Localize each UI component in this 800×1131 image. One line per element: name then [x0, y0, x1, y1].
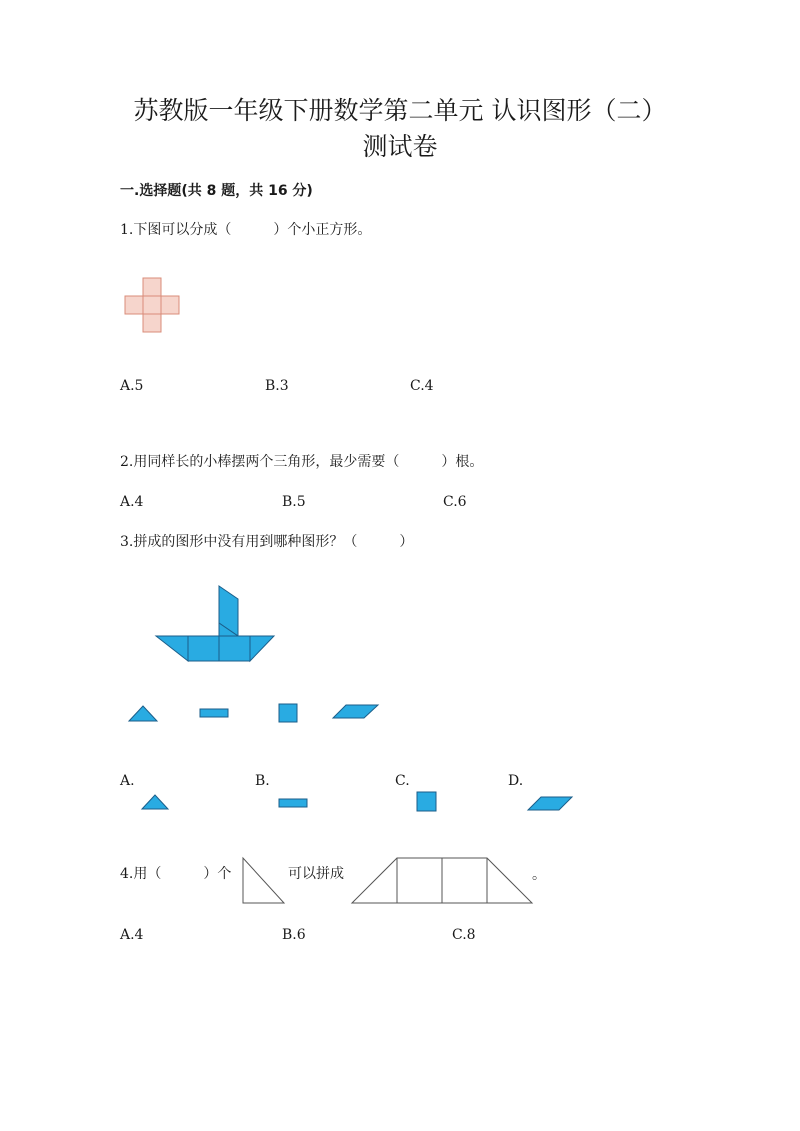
- question-1-figure-cross: [124, 277, 180, 333]
- question-2-option-b[interactable]: B.5: [282, 494, 306, 510]
- question-4-option-c[interactable]: C.8: [452, 927, 476, 943]
- question-2-option-a[interactable]: A.4: [120, 494, 144, 510]
- question-3-option-d[interactable]: D.: [508, 773, 524, 789]
- option-b-rectangle-icon: [277, 796, 309, 810]
- question-4-text-middle: 可以拼成: [288, 866, 344, 882]
- option-c-square-icon: [415, 790, 439, 814]
- question-3-text: 3.拼成的图形中没有用到哪种图形？（ ）: [120, 534, 414, 550]
- question-2-text: 2.用同样长的小棒摆两个三角形，最少需要（ ）根。: [120, 454, 484, 470]
- question-3-option-a[interactable]: A.: [120, 773, 135, 789]
- title-line-1: 苏教版一年级下册数学第二单元 认识图形（二）: [133, 96, 667, 125]
- question-2-option-c[interactable]: C.6: [443, 494, 467, 510]
- question-4-text-end: 。: [532, 867, 546, 883]
- question-1-option-b[interactable]: B.3: [265, 378, 289, 394]
- page-title: [0, 93, 800, 165]
- question-4-option-a[interactable]: A.4: [120, 927, 144, 943]
- question-1-option-c[interactable]: C.4: [410, 378, 434, 394]
- question-4-right-triangle: [241, 856, 287, 906]
- question-3-figure-boat: [150, 583, 280, 668]
- question-3-option-c[interactable]: C.: [395, 773, 410, 789]
- question-1-text: 1.下图可以分成（ ）个小正方形。: [120, 222, 372, 238]
- question-4-option-b[interactable]: B.6: [282, 927, 306, 943]
- option-a-triangle-icon: [140, 792, 170, 812]
- question-3-option-b[interactable]: B.: [255, 773, 270, 789]
- title-line-2: 测试卷: [362, 132, 438, 161]
- question-1-option-a[interactable]: A.5: [120, 378, 144, 394]
- question-3-shapes-row: [120, 700, 390, 726]
- section-heading: 一.选择题(共 8 题，共 16 分): [120, 183, 313, 199]
- question-4-trapezoid: [350, 856, 535, 906]
- question-4-text-start: 4.用（ ）个: [120, 866, 232, 882]
- option-d-parallelogram-icon: [526, 795, 574, 813]
